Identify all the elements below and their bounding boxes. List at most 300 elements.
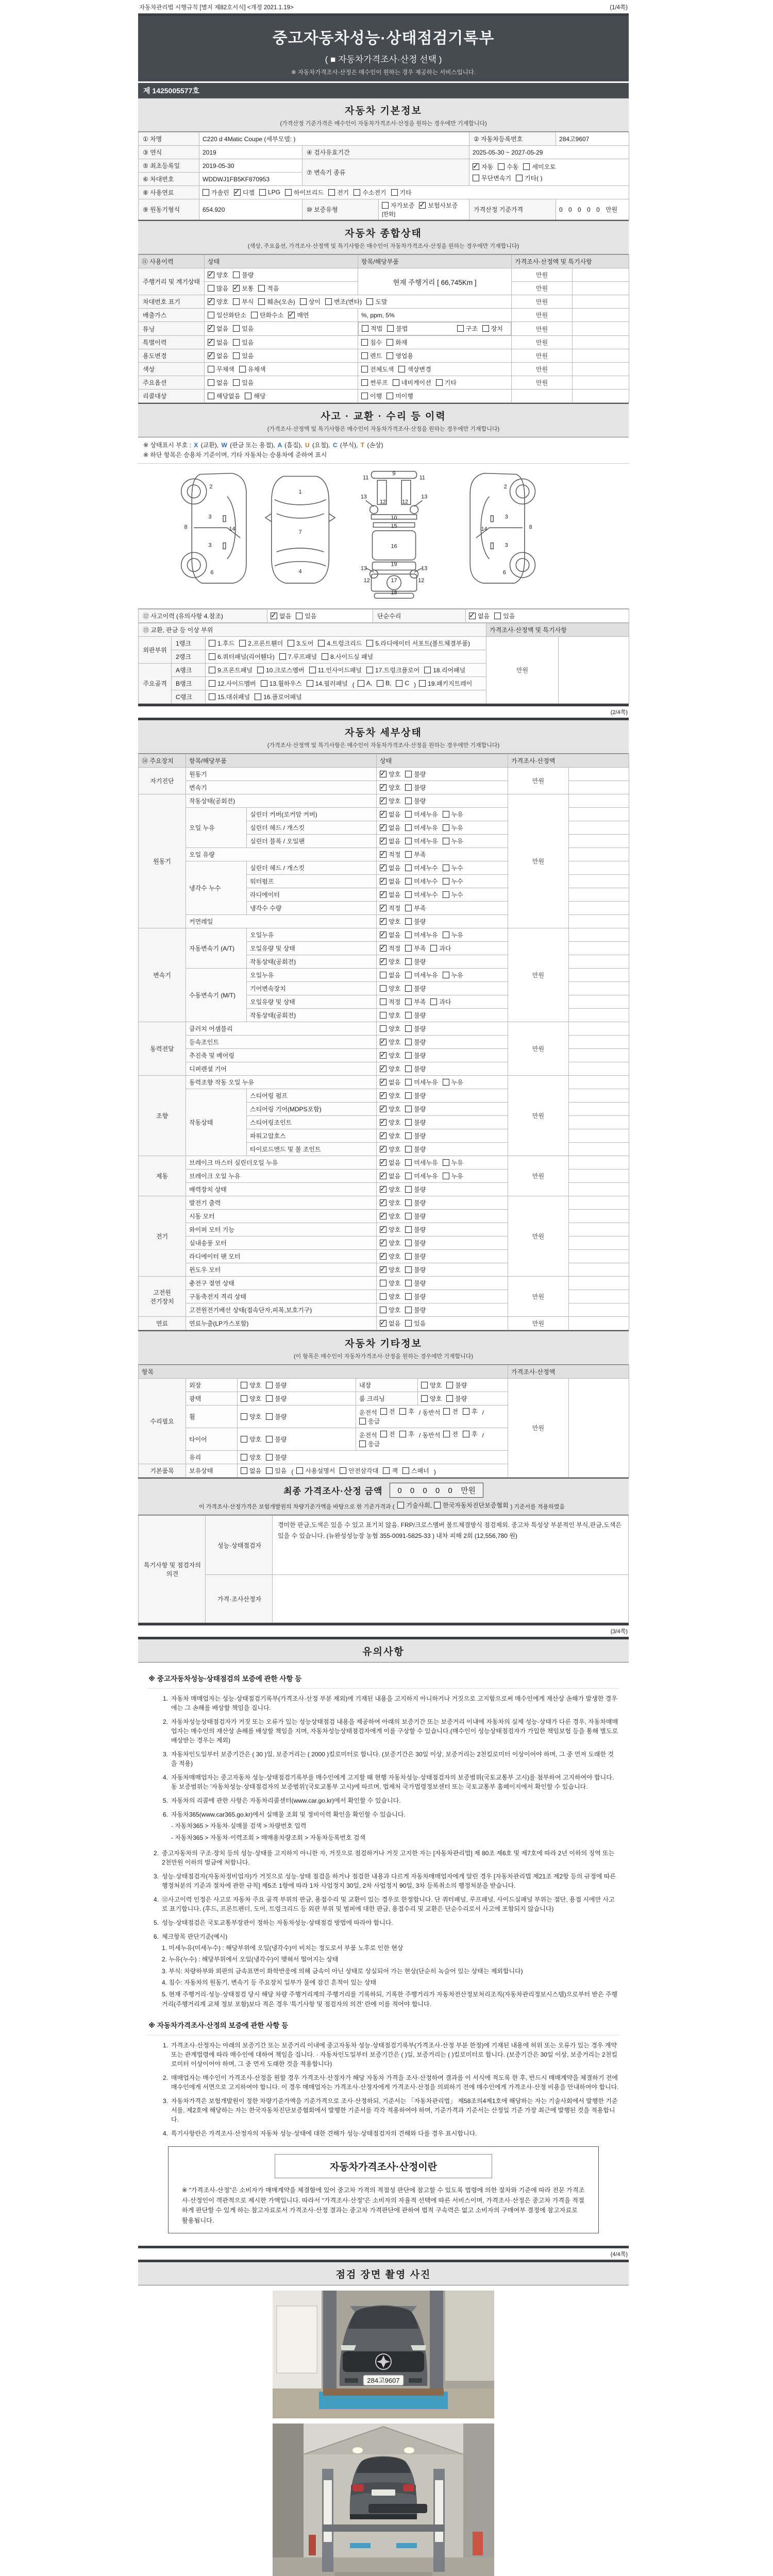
checkbox-option[interactable] (208, 378, 228, 387)
checkbox-option[interactable] (405, 1265, 426, 1274)
option-label: 7.루프패널 (288, 653, 317, 660)
checkbox-option[interactable] (241, 1435, 261, 1444)
checkbox-option[interactable] (380, 1239, 400, 1247)
checked-checkbox-icon (380, 1226, 386, 1233)
table-row (139, 132, 629, 146)
checkbox-option[interactable] (405, 823, 438, 832)
checkbox-option[interactable] (405, 1064, 426, 1073)
checkbox-option[interactable] (380, 770, 400, 778)
unchecked-checkbox-icon (233, 298, 240, 305)
checkbox-option[interactable] (361, 351, 382, 360)
checkbox-option[interactable] (328, 188, 349, 197)
checkbox-option[interactable] (208, 392, 240, 400)
note-cell (573, 349, 629, 363)
checkbox-option[interactable] (285, 188, 324, 197)
checkbox-option[interactable] (405, 1118, 426, 1127)
checkbox-option[interactable] (405, 796, 426, 805)
checkbox-option[interactable] (233, 284, 254, 293)
checkbox-option[interactable] (405, 1011, 426, 1020)
checkbox-option[interactable] (405, 1319, 426, 1328)
checkbox-option[interactable] (296, 1466, 335, 1475)
checkbox-option[interactable] (233, 378, 254, 387)
checkbox-option[interactable] (239, 639, 283, 648)
checkbox-option[interactable] (405, 1306, 426, 1314)
checkbox-option[interactable] (380, 1212, 400, 1221)
checkbox-option[interactable] (271, 612, 291, 620)
checkbox-option[interactable] (209, 692, 250, 701)
checkbox-option[interactable] (399, 1407, 414, 1416)
checkbox-option[interactable] (405, 1158, 438, 1167)
checkbox-option[interactable] (359, 1439, 380, 1448)
checkbox-option[interactable] (245, 392, 265, 400)
detail-cell (356, 1405, 508, 1428)
unchecked-checkbox-icon (261, 680, 267, 687)
checkbox-option[interactable] (405, 810, 438, 819)
checkbox-option[interactable] (405, 957, 426, 966)
exchange-parts-label: ⑬ 교환, 판금 등 이상 부위 (139, 623, 486, 637)
option-label: 잭 (392, 1467, 398, 1475)
checkbox-option[interactable] (386, 338, 407, 347)
field-label: ① 차명 (139, 132, 199, 146)
price-cell: 만원 (512, 349, 573, 363)
option-label: 전 (452, 1408, 459, 1416)
checkbox-option[interactable] (380, 1038, 400, 1046)
checkbox-option[interactable] (405, 1078, 438, 1087)
checkbox-option[interactable] (241, 1381, 261, 1389)
checkbox-option[interactable] (208, 338, 228, 347)
checkbox-option[interactable] (241, 1394, 261, 1403)
checkbox-option[interactable] (377, 680, 391, 687)
checkbox-option[interactable] (405, 863, 438, 872)
price-cell: 만원 (508, 768, 569, 794)
checkbox-option[interactable] (443, 863, 463, 872)
checkbox-option[interactable] (380, 1198, 400, 1207)
checkbox-option[interactable] (241, 1466, 261, 1475)
checkbox-option[interactable] (430, 997, 451, 1006)
checkbox-option[interactable] (380, 1024, 400, 1033)
checkbox-option[interactable] (391, 188, 412, 197)
option-label: 양호 (389, 784, 401, 791)
checkbox-option[interactable] (405, 1225, 426, 1234)
checkbox-option[interactable] (234, 188, 255, 197)
unchecked-checkbox-icon (494, 613, 501, 619)
checkbox-option[interactable] (361, 338, 382, 347)
checkbox-option[interactable] (380, 1145, 400, 1154)
checkbox-option[interactable] (380, 796, 400, 805)
checkbox-option[interactable] (380, 863, 400, 872)
checkbox-option[interactable] (361, 365, 394, 374)
checkbox-option[interactable] (434, 1501, 509, 1510)
status-cell (377, 955, 508, 969)
checkbox-option[interactable] (405, 1024, 426, 1033)
option-label: 있음 (305, 612, 317, 620)
checkbox-option[interactable] (421, 1394, 442, 1403)
option-label: 양호 (249, 1413, 262, 1420)
checkbox-option[interactable] (361, 392, 382, 400)
unchecked-checkbox-icon (266, 1413, 273, 1420)
option-label: 보험사보증 (428, 202, 458, 209)
notice-item-number: 4. (162, 1774, 168, 1782)
checkbox-option[interactable] (266, 1394, 287, 1403)
checkbox-option[interactable] (359, 1417, 380, 1426)
checkbox-option[interactable] (382, 201, 414, 210)
checkbox-option[interactable] (325, 297, 362, 306)
checkbox-option[interactable] (233, 351, 254, 360)
rank-table (138, 623, 629, 704)
unchecked-checkbox-icon (430, 998, 437, 1005)
status-cell (418, 1379, 508, 1392)
basic-info-header (138, 98, 629, 132)
note-cell (573, 295, 629, 309)
checkbox-option[interactable] (288, 639, 313, 648)
unchecked-checkbox-icon (383, 1467, 390, 1474)
option-label: 무채색 (216, 365, 234, 373)
checkbox-option[interactable] (380, 957, 400, 966)
page-1 (138, 13, 629, 706)
note-cell (569, 1250, 629, 1263)
checkbox-option[interactable] (396, 680, 409, 687)
note-cell (569, 1263, 629, 1277)
status-cell (377, 1263, 508, 1277)
checkbox-option[interactable] (209, 679, 256, 688)
checkbox-option[interactable] (443, 837, 463, 845)
checkbox-option[interactable] (258, 284, 279, 293)
checkbox-option[interactable] (405, 1212, 426, 1221)
checkbox-option[interactable] (233, 338, 254, 347)
checkbox-option[interactable] (380, 1185, 400, 1194)
option-text: ( (352, 681, 355, 688)
status-cell (377, 1183, 508, 1196)
notice-item (147, 1872, 619, 1890)
checkbox-option[interactable] (387, 324, 408, 333)
checkbox-option[interactable] (340, 1466, 378, 1475)
checkbox-option[interactable] (405, 1172, 438, 1180)
checkbox-option[interactable] (380, 971, 400, 979)
checkbox-option[interactable] (266, 1381, 287, 1389)
option-label: 불량 (275, 1413, 287, 1420)
option-label: C (405, 680, 410, 687)
checkbox-option[interactable] (366, 666, 419, 674)
checkbox-option[interactable] (424, 666, 465, 674)
checkbox-option[interactable] (405, 1051, 426, 1060)
diagram-part-number: 8 (529, 524, 532, 531)
checkbox-option[interactable] (208, 297, 228, 306)
checked-checkbox-icon (380, 1173, 386, 1179)
warranty-note: [한화] (382, 211, 396, 217)
option-label: LPG (267, 189, 280, 196)
unchecked-checkbox-icon (399, 1408, 406, 1415)
checkbox-option[interactable] (380, 1172, 400, 1180)
checkbox-option[interactable] (380, 837, 400, 845)
checkbox-option[interactable] (380, 1078, 400, 1087)
checkbox-option[interactable] (380, 1051, 400, 1060)
checkbox-option[interactable] (405, 1091, 426, 1100)
notice-item-text: ⑫사고이력 인정은 사고로 자동차 주요 골격 부위의 판금, 용접수리 및 교환이 있는 경우로 한정합니다. 단 쿼터패널, 루프패널, 사이드실패널 부위는 절단, 용접 시에만 사고로 표기합니다. (후드, 프론트펜더, 도어, 트렁크리드 등 외판 부위 및 범퍼에 대한 판금, 용접수리 및 교환은 단순수리로서 사고에 포함되지 않습니다) (162, 1895, 615, 1912)
checkbox-option[interactable] (469, 612, 490, 620)
table-row (139, 1196, 629, 1210)
price-cell: 만원 (508, 1379, 569, 1478)
checkbox-option[interactable] (380, 1225, 400, 1234)
notice-item (157, 1810, 619, 1843)
checkbox-option[interactable] (443, 971, 463, 979)
checkbox-option[interactable] (419, 201, 458, 210)
table-row (139, 199, 629, 220)
checkbox-option[interactable] (443, 1158, 463, 1167)
checkbox-option[interactable] (266, 1466, 287, 1475)
option-text: ) 기준서를 적용하였음 (510, 1504, 565, 1511)
checkbox-option[interactable] (251, 311, 283, 319)
checked-checkbox-icon (380, 811, 386, 818)
checkbox-option[interactable] (241, 1453, 261, 1462)
diagram-part-number: 9 (392, 470, 396, 477)
checkbox-option[interactable] (443, 810, 463, 819)
checkbox-option[interactable] (380, 1118, 400, 1127)
checkbox-option[interactable] (405, 944, 426, 953)
checkbox-option[interactable] (380, 1265, 400, 1274)
report-title-note: ※ 자동차가격조사·산정은 매수인이 원하는 경우 제공하는 서비스입니다. (291, 70, 476, 76)
checkbox-option[interactable] (405, 1185, 426, 1194)
status-cell (377, 1196, 508, 1210)
checkbox-option[interactable] (380, 944, 400, 953)
checkbox-option[interactable] (446, 1394, 467, 1403)
row-label: 용도변경 (139, 349, 205, 363)
status-cell (205, 376, 358, 389)
checkbox-option[interactable] (473, 174, 511, 182)
checkbox-option[interactable] (405, 783, 426, 792)
checkbox-option[interactable] (208, 311, 246, 319)
checkbox-option[interactable] (430, 944, 451, 953)
checkbox-option[interactable] (405, 1198, 426, 1207)
checkbox-option[interactable] (463, 1430, 478, 1438)
checkbox-option[interactable] (266, 1453, 287, 1462)
checkbox-option[interactable] (380, 1279, 400, 1287)
checkbox-option[interactable] (380, 1064, 400, 1073)
checkbox-option[interactable] (405, 1279, 426, 1287)
checkbox-option[interactable] (296, 612, 316, 620)
checkbox-option[interactable] (255, 692, 302, 701)
checkbox-option[interactable] (209, 652, 275, 661)
checkbox-option[interactable] (380, 930, 400, 939)
checkbox-option[interactable] (419, 679, 472, 688)
checkbox-option[interactable] (498, 162, 518, 171)
checkbox-option[interactable] (463, 1407, 478, 1416)
item-label: 연료누출(LP가스포함) (186, 1317, 377, 1330)
checkbox-option[interactable] (405, 770, 426, 778)
checkbox-option[interactable] (318, 639, 362, 648)
checkbox-option[interactable] (380, 1011, 400, 1020)
checkbox-option[interactable] (482, 324, 503, 333)
checkbox-option[interactable] (307, 679, 348, 688)
notice-item-text: 자동차 매매업자는 성능·상태점검기록부(가격조사·산정 부분 제외)에 기재된 내용을 고지하지 아니하거나 거짓으로 고지함으로써 매수인에게 재산상 손해가 발생한 경우에는 그 손해를 배상할 책임을 집니다. (171, 1695, 617, 1712)
checkbox-option[interactable] (380, 1091, 400, 1100)
detail-subtitle: (가격조사·산정액 및 특기사항은 매수인이 자동차가격조사·산정을 원하는 경우에만 기재합니다) (267, 742, 500, 749)
checkbox-option[interactable] (399, 1430, 414, 1438)
checkbox-option[interactable] (523, 162, 556, 171)
checkbox-option[interactable] (380, 1319, 400, 1328)
checkbox-option[interactable] (380, 1131, 400, 1140)
checkbox-option[interactable] (405, 890, 438, 899)
checkbox-option[interactable] (380, 917, 400, 926)
checkbox-option[interactable] (288, 311, 309, 319)
checkbox-option[interactable] (358, 680, 372, 687)
checkbox-option[interactable] (366, 639, 470, 648)
price-cell: 만원 (508, 1317, 569, 1330)
field-label: ⑥ 차대번호 (139, 173, 199, 186)
checkbox-option[interactable] (405, 1292, 426, 1301)
checkbox-option[interactable] (380, 1407, 395, 1416)
checkbox-option[interactable] (233, 270, 254, 279)
option-label: 후 (472, 1431, 478, 1438)
checkbox-option[interactable] (266, 1435, 287, 1444)
checkbox-option[interactable] (209, 666, 253, 674)
checkbox-option[interactable] (380, 997, 400, 1006)
checkbox-option[interactable] (259, 189, 280, 196)
note-cell (569, 1183, 629, 1196)
checkbox-option[interactable] (380, 1105, 400, 1113)
checkbox-option[interactable] (208, 365, 234, 374)
notice-item-text: 가격조사·산정자는 아래의 보증기간 또는 보증거리 이내에 중고자동차 성능·상태점검기록부(가격조사·산정 부분 한정)에 기재된 내용에 허위 또는 오류가 있는 경우 계약 또는 관계법령에 따라 매수인에 대하여 책임을 집니다. · 자동차인도일부터 보증기간은 ( )일, 보증거리는 ( )킬로미터로 합니다. (보증기간은 30일 이상, 보증거리는 2천킬로미터 이상이어야 하며, 그 중 먼저 도래한 것을 적용합니다) (171, 2042, 617, 2068)
checkbox-option[interactable] (405, 997, 426, 1006)
checkbox-option[interactable] (405, 1145, 426, 1154)
page-4 (138, 2260, 629, 2576)
checkbox-option[interactable] (208, 284, 228, 293)
unchecked-checkbox-icon (366, 667, 373, 673)
checkbox-option[interactable] (300, 297, 321, 306)
checkbox-option[interactable] (405, 1252, 426, 1261)
checkbox-option[interactable] (208, 351, 228, 360)
checkbox-option[interactable] (443, 877, 463, 886)
checkbox-option[interactable] (257, 666, 305, 674)
checkbox-option[interactable] (405, 837, 438, 845)
checkbox-option[interactable] (209, 639, 234, 648)
checked-checkbox-icon (380, 784, 386, 791)
checkbox-option[interactable] (398, 365, 431, 374)
checkbox-option[interactable] (309, 666, 362, 674)
checkbox-option[interactable] (457, 324, 478, 333)
checkbox-option[interactable] (405, 1105, 426, 1113)
checkbox-option[interactable] (405, 877, 438, 886)
checked-checkbox-icon (380, 905, 386, 911)
checkbox-option[interactable] (380, 890, 400, 899)
checkbox-option[interactable] (405, 1131, 426, 1140)
checkbox-option[interactable] (405, 984, 426, 993)
checkbox-option[interactable] (361, 378, 388, 387)
checkbox-option[interactable] (405, 917, 426, 926)
checkbox-option[interactable] (380, 810, 400, 819)
checkbox-option[interactable] (446, 1381, 467, 1389)
item-label: 스티어링조인트 (247, 1116, 377, 1129)
checkbox-option[interactable] (380, 1252, 400, 1261)
checkbox-option[interactable] (443, 930, 463, 939)
unchecked-checkbox-icon (288, 640, 294, 647)
checkbox-option[interactable] (405, 971, 438, 979)
checkbox-option[interactable] (393, 378, 431, 387)
item-label: 스티어링 기어(MDPS포함) (247, 1103, 377, 1116)
checkbox-option[interactable] (266, 1412, 287, 1421)
checkbox-option[interactable] (322, 652, 373, 661)
option-label: 미세누수 (414, 864, 438, 872)
checkbox-option[interactable] (241, 1412, 261, 1421)
checkbox-option[interactable] (380, 984, 400, 993)
checkbox-option[interactable] (473, 162, 493, 171)
checkbox-option[interactable] (208, 324, 228, 333)
checkbox-option[interactable] (421, 1381, 442, 1389)
checkbox-option[interactable] (239, 365, 266, 374)
column-header: 항목/해당부품 (186, 754, 377, 768)
status-cell (377, 768, 508, 781)
note-cell (569, 1170, 629, 1183)
checkbox-option[interactable] (386, 351, 413, 360)
checkbox-option[interactable] (443, 890, 463, 899)
unchecked-checkbox-icon (309, 667, 316, 673)
option-label: 안전삼각대 (348, 1467, 379, 1475)
checkbox-option[interactable] (279, 652, 317, 661)
checkbox-option[interactable] (516, 174, 543, 182)
checkbox-option[interactable] (354, 188, 386, 197)
checkbox-option[interactable] (380, 1292, 400, 1301)
option-text: 운전석 (359, 1432, 377, 1439)
checkbox-option[interactable] (233, 297, 254, 306)
checkbox-option[interactable] (380, 850, 400, 859)
checkbox-option[interactable] (380, 823, 400, 832)
checkbox-option[interactable] (362, 324, 382, 333)
checkbox-option[interactable] (402, 1466, 429, 1475)
checkbox-option[interactable] (380, 877, 400, 886)
checkbox-option[interactable] (405, 850, 426, 859)
checkbox-option[interactable] (258, 297, 295, 306)
checkbox-option[interactable] (443, 1430, 458, 1438)
checkbox-option[interactable] (261, 679, 302, 688)
column-header: 상태 (377, 754, 508, 768)
checkbox-option[interactable] (380, 1158, 400, 1167)
checkbox-option[interactable] (405, 1038, 426, 1046)
unchecked-checkbox-icon (405, 1012, 412, 1019)
checkbox-option[interactable] (380, 783, 400, 792)
checkbox-option[interactable] (380, 1430, 395, 1438)
unchecked-checkbox-icon (443, 838, 449, 844)
option-label: 응급 (368, 1418, 380, 1426)
status-cell (205, 336, 358, 349)
notice-sub1-title: ※ 중고자동차성능·상태점검의 보증에 관한 사항 등 (147, 1668, 619, 1689)
checkbox-option[interactable] (366, 297, 387, 306)
checkbox-option[interactable] (494, 612, 515, 620)
checkbox-option[interactable] (380, 904, 400, 912)
checkbox-option[interactable] (405, 1239, 426, 1247)
checkbox-option[interactable] (383, 1466, 398, 1475)
checkbox-option[interactable] (380, 1306, 400, 1314)
note-cell (569, 915, 629, 928)
checkbox-option[interactable] (397, 1501, 432, 1510)
unchecked-checkbox-icon (405, 865, 412, 871)
status-cell (377, 1303, 508, 1317)
checkbox-option[interactable] (443, 823, 463, 832)
checkbox-option[interactable] (233, 324, 254, 333)
checkbox-option[interactable] (208, 270, 228, 279)
checkbox-option[interactable] (203, 188, 229, 197)
checkbox-option[interactable] (443, 1407, 458, 1416)
checkbox-option[interactable] (405, 904, 426, 912)
checkbox-option[interactable] (386, 392, 413, 400)
unchecked-checkbox-icon (241, 1395, 247, 1402)
unchecked-checkbox-icon (443, 811, 449, 818)
option-label: 불량 (414, 1065, 426, 1073)
note-cell (573, 336, 629, 349)
checkbox-option[interactable] (405, 930, 438, 939)
checkbox-option[interactable] (436, 378, 457, 387)
option-label: 전 (452, 1431, 459, 1438)
checkbox-option[interactable] (443, 1078, 463, 1087)
checkbox-option[interactable] (443, 1172, 463, 1180)
